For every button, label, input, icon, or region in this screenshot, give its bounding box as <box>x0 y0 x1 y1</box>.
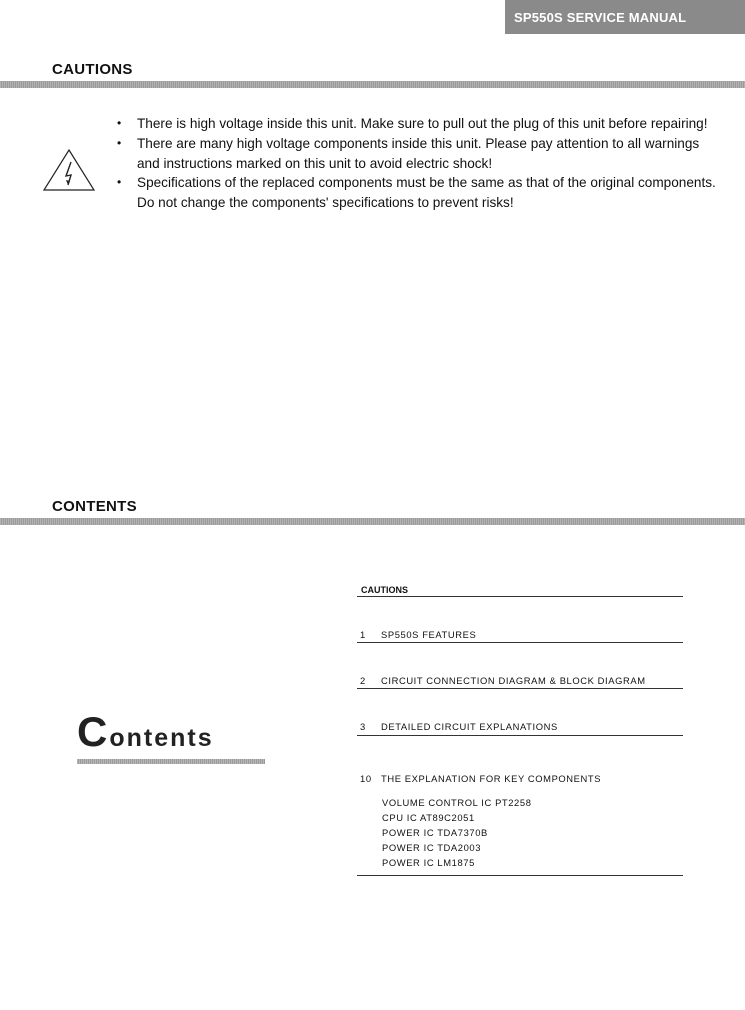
manual-title-tab: SP550S SERVICE MANUAL <box>505 0 745 34</box>
contents-logo-text: ontents <box>109 724 214 752</box>
caution-item: • Specifications of the replaced components must be the same as that of the original components. Do not change the components' specifications to prevent risks! <box>116 173 716 213</box>
contents-logo-initial: C <box>77 708 110 755</box>
toc-entry-1: 1 SP550S FEATURES <box>360 629 477 640</box>
toc-entry-2: 2 CIRCUIT CONNECTION DIAGRAM & BLOCK DIAGRAM <box>360 675 646 686</box>
toc-rule <box>357 688 683 689</box>
toc-rule <box>357 642 683 643</box>
toc-entry-3: 3 DETAILED CIRCUIT EXPLANATIONS <box>360 721 558 732</box>
toc-cautions: CAUTIONS <box>361 585 408 595</box>
high-voltage-warning-icon <box>42 148 96 192</box>
toc-sub-item: VOLUME CONTROL IC PT2258 <box>382 797 532 808</box>
toc-rule <box>357 875 683 876</box>
contents-heading: CONTENTS <box>52 498 137 515</box>
toc-rule <box>357 735 683 736</box>
toc-entry-10: 10 THE EXPLANATION FOR KEY COMPONENTS <box>360 773 602 784</box>
contents-divider <box>0 518 745 525</box>
caution-item: • There is high voltage inside this unit. Make sure to pull out the plug of this unit before repairing! <box>116 114 716 134</box>
toc-sub-item: POWER IC TDA2003 <box>382 842 482 853</box>
caution-item: • There are many high voltage components inside this unit. Please pay attention to all warnings and instructions marked on this unit to avoid electric shock! <box>116 134 716 174</box>
cautions-divider <box>0 81 745 88</box>
toc-sub-item: CPU IC AT89C2051 <box>382 812 475 823</box>
cautions-list <box>116 114 716 213</box>
toc-sub-item: POWER IC LM1875 <box>382 857 475 868</box>
toc-sub-item: POWER IC TDA7370B <box>382 827 488 838</box>
contents-logo <box>77 708 265 764</box>
contents-logo-underline <box>77 759 265 764</box>
toc-rule <box>357 596 683 597</box>
cautions-heading: CAUTIONS <box>52 61 133 78</box>
